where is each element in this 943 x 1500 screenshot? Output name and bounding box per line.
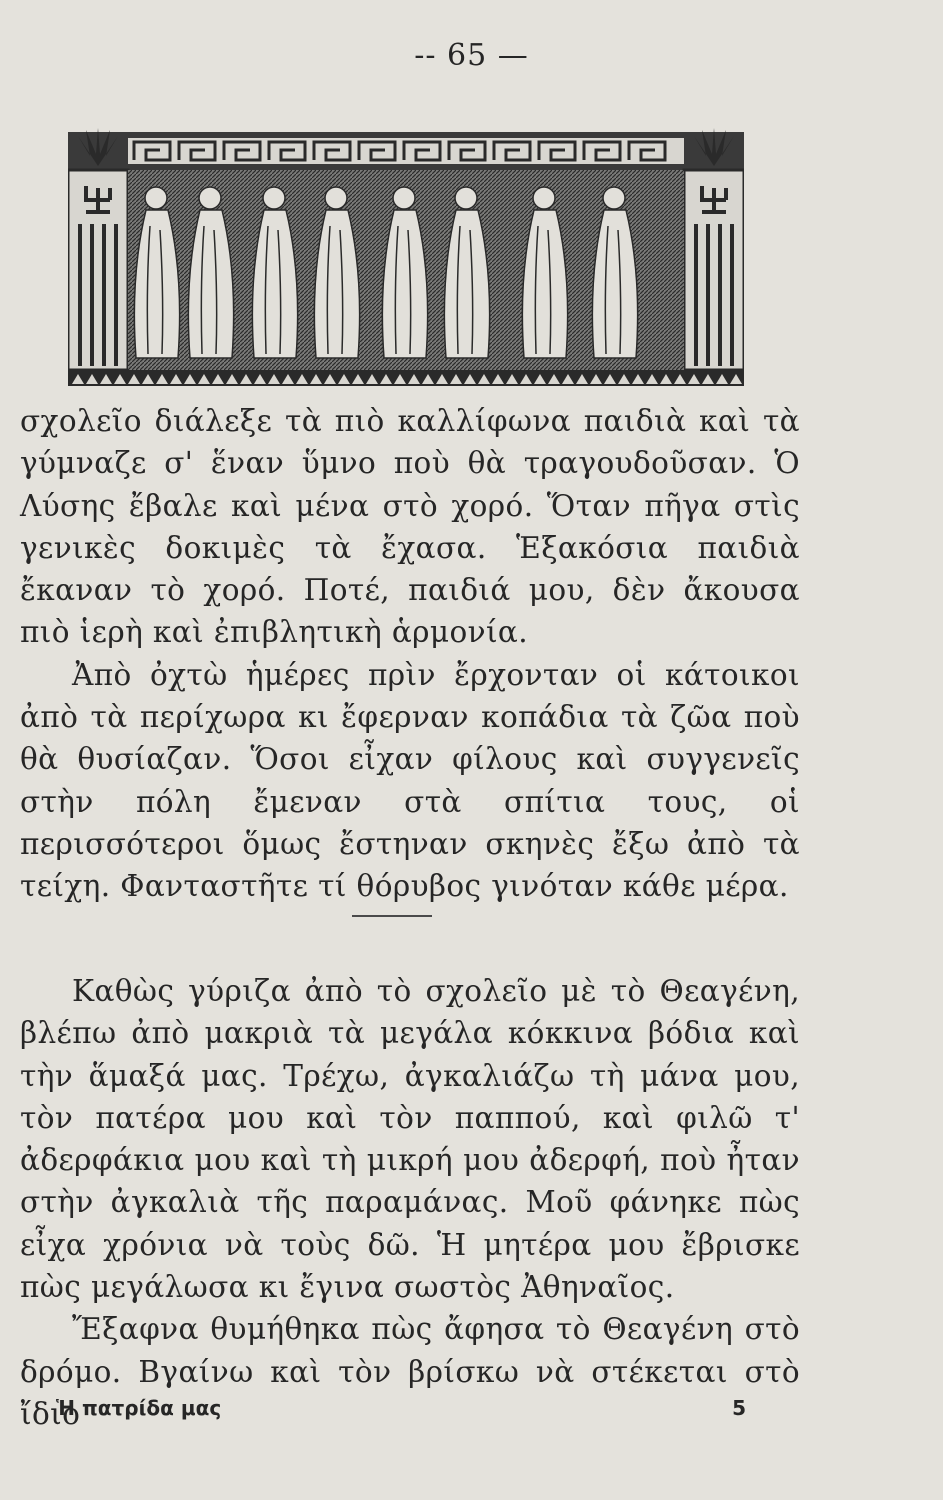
procession-frieze-illustration <box>68 126 744 388</box>
paragraph: Ἔξαφνα θυμήθηκα πὼς ἄφησα τὸ Θεαγένη στὸ δρόμο. Βγαίνω καὶ τὸν βρίσκω νὰ στέκεται στὸ ἴδιο <box>20 1312 800 1431</box>
paragraph: σχολεῖο διάλεξε τὰ πιὸ καλλίφωνα παιδιὰ καὶ τὰ γύμναζε σ' ἕναν ὕμνο ποὺ θὰ τραγουδοῦσαν. Ὁ Λύσης ἔβαλε καὶ μένα στὸ χορό. Ὅταν πῆγα στὶς γενικὲς δοκιμὲς τὰ ἔχασα. Ἑξακόσια παιδιὰ ἔκαναν τὸ χορό. Ποτέ, παιδιά μου, δὲν ἄκουσα πιὸ ἱερὴ καὶ ἐπιβλητικὴ ἁρμονία. <box>20 404 800 650</box>
text-block-top <box>20 400 800 908</box>
paragraph: Καθὼς γύριζα ἀπὸ τὸ σχολεῖο μὲ τὸ Θεαγένη, βλέπω ἀπὸ μακριὰ τὰ μεγάλα κόκκινα βόδια καὶ τὴν ἅμαξά μας. Τρέχω, ἀγκαλιάζω τὴ μάνα μου, τὸν πατέρα μου καὶ τὸν παππού, καὶ φιλῶ τ' ἀδερφάκια μου καὶ τὴ μικρή μου ἀδερφή, ποὺ ἦταν στὴν ἀγκαλιὰ τῆς παραμάνας. Μοῦ φάνηκε πὼς εἶχα χρόνια νὰ τοὺς δῶ. Ἡ μητέρα μου ἔβρισκε πὼς μεγάλωσα κι ἔγινα σωστὸς Ἀθηναῖος. <box>20 974 800 1305</box>
footer-signature-mark: 5 <box>732 1396 746 1420</box>
footer-book-title: Ἡ πατρίδα μας <box>56 1396 222 1420</box>
section-separator <box>352 915 432 917</box>
text-block-bottom <box>20 970 800 1435</box>
paragraph: Ἀπὸ ὀχτὼ ἡμέρες πρὶν ἔρχονταν οἱ κάτοικοι ἀπὸ τὰ περίχωρα κι ἔφερναν κοπάδια τὰ ζῶα ποὺ θὰ θυσίαζαν. Ὅσοι εἶχαν φίλους καὶ συγγενεῖς στὴν πόλη ἔμεναν στὰ σπίτια τους, οἱ περισσότεροι ὅμως ἔστηναν σκηνὲς ἔξω ἀπὸ τὰ τείχη. Φανταστῆτε τί θόρυβος γινόταν κάθε μέρα. <box>20 657 800 904</box>
page-number: -- 65 — <box>414 38 529 73</box>
